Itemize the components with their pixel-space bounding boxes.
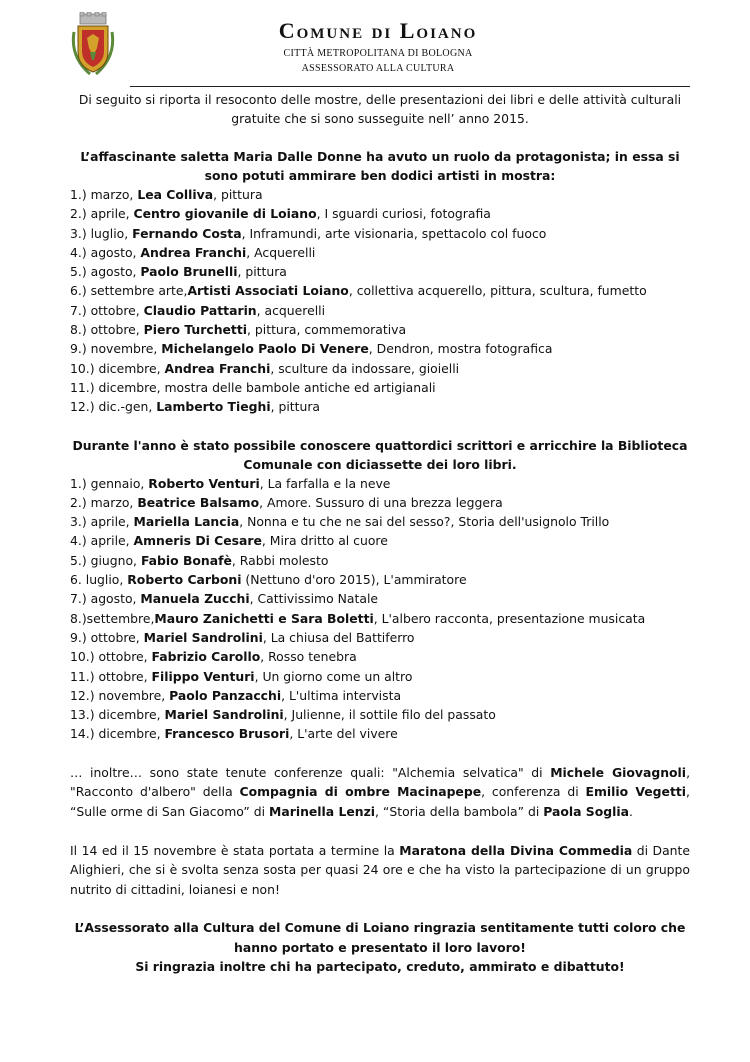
book-item bbox=[70, 474, 690, 493]
item-author: Mariel Sandrolini bbox=[164, 707, 284, 723]
item-author: Claudio Pattarin bbox=[143, 302, 257, 318]
item-description: , Dendron, mostra fotografica bbox=[368, 341, 553, 357]
item-description: , acquerelli bbox=[256, 302, 326, 318]
item-author: Mariella Lancia bbox=[133, 514, 240, 530]
exhibitions-list bbox=[70, 185, 690, 417]
intro-paragraph: Di seguito si riporta il resoconto delle mostre, delle presentazioni dei libri e delle attività culturali gratuite che si sono susseguite nell’ anno 2015. bbox=[78, 92, 682, 126]
item-description: , L'albero racconta, presentazione musicata bbox=[373, 610, 646, 626]
book-item bbox=[70, 724, 690, 743]
item-author: Filippo Venturi bbox=[151, 668, 255, 684]
item-author: Amneris Di Cesare bbox=[133, 533, 262, 549]
item-author: Fabrizio Carollo bbox=[151, 649, 261, 665]
item-description: , collettiva acquerello, pittura, scultura, fumetto bbox=[348, 283, 647, 299]
book-item bbox=[70, 686, 690, 705]
item-author: Michelangelo Paolo Di Venere bbox=[161, 341, 369, 357]
item-description: , Rosso tenebra bbox=[260, 649, 357, 665]
item-description: (Nettuno d'oro 2015), L'ammiratore bbox=[241, 572, 467, 588]
book-item bbox=[70, 551, 690, 570]
speaker-name: Compagnia di ombre Macinapepe bbox=[239, 784, 482, 800]
item-author: Fabio Bonafè bbox=[140, 552, 232, 568]
item-date: 4.) aprile, bbox=[70, 533, 134, 549]
exhibition-item bbox=[70, 224, 690, 243]
item-date: 12.) dic.-gen, bbox=[70, 399, 157, 415]
item-date: 8.) ottobre, bbox=[70, 322, 144, 338]
exhibitions-heading: L’affascinante saletta Maria Dalle Donne ha avuto un ruolo da protagonista; in essa si sono potuti ammirare ben dodici artisti in mostra: bbox=[80, 149, 680, 183]
book-item bbox=[70, 667, 690, 686]
exhibition-item bbox=[70, 281, 690, 300]
item-author: Beatrice Balsamo bbox=[137, 494, 260, 510]
book-item bbox=[70, 589, 690, 608]
item-date: 5.) agosto, bbox=[70, 264, 141, 280]
item-date: 8.)settembre, bbox=[70, 610, 155, 626]
item-author: Andrea Franchi bbox=[164, 360, 271, 376]
book-item bbox=[70, 647, 690, 666]
coat-of-arms-icon bbox=[70, 12, 116, 80]
item-description: , Un giorno come un altro bbox=[254, 668, 413, 684]
text-run: , conferenza di bbox=[481, 784, 586, 800]
item-date: 9.) ottobre, bbox=[70, 629, 144, 645]
item-date: 6. luglio, bbox=[70, 572, 128, 588]
book-item bbox=[70, 705, 690, 724]
item-author: Lea Colliva bbox=[137, 187, 214, 202]
book-item bbox=[70, 609, 690, 628]
item-date: 7.) ottobre, bbox=[70, 302, 144, 318]
speaker-name: Emilio Vegetti bbox=[585, 784, 687, 800]
item-date: 2.) marzo, bbox=[70, 494, 138, 510]
item-author: Mariel Sandrolini bbox=[143, 629, 263, 645]
item-description: , Mira dritto al cuore bbox=[261, 533, 388, 549]
item-author: Lamberto Tieghi bbox=[156, 399, 271, 415]
item-author: Manuela Zucchi bbox=[140, 591, 250, 607]
closing-thanks: L’Assessorato alla Cultura del Comune di Loiano ringrazia sentitamente tutti coloro che hanno portato e presentato il loro lavoro! bbox=[74, 920, 686, 955]
item-date: 3.) aprile, bbox=[70, 514, 134, 530]
item-description: , sculture da indossare, gioielli bbox=[270, 360, 460, 376]
book-item bbox=[70, 531, 690, 550]
document-header bbox=[0, 0, 750, 86]
item-description: , La chiusa del Battiferro bbox=[262, 629, 415, 645]
item-date: 10.) ottobre, bbox=[70, 649, 152, 665]
text-run: Il 14 ed il 15 novembre è stata portata a termine la bbox=[70, 842, 400, 858]
item-date: 4.) agosto, bbox=[70, 244, 141, 260]
item-description: , L'arte del vivere bbox=[289, 726, 398, 742]
exhibition-item bbox=[70, 301, 690, 320]
book-item bbox=[70, 570, 690, 589]
exhibition-item bbox=[70, 359, 690, 378]
books-heading: Durante l'anno è stato possibile conoscere quattordici scrittori e arricchire la Biblioteca Comunale con diciassette dei loro libri. bbox=[72, 437, 688, 472]
exhibition-item bbox=[70, 320, 690, 339]
exhibition-item bbox=[70, 378, 690, 397]
item-description: , Cattivissimo Natale bbox=[249, 591, 379, 607]
speaker-name: Marinella Lenzi bbox=[269, 803, 376, 819]
item-date: 10.) dicembre, bbox=[70, 360, 165, 376]
item-description: , Rabbi molesto bbox=[231, 552, 329, 568]
exhibition-item bbox=[70, 397, 690, 416]
exhibition-item bbox=[70, 262, 690, 281]
item-description: , Acquerelli bbox=[246, 244, 316, 260]
spacer bbox=[70, 417, 690, 436]
document-body bbox=[70, 90, 690, 977]
item-date: 12.) novembre, bbox=[70, 687, 170, 703]
book-item bbox=[70, 493, 690, 512]
subtitle-city: CITTÀ METROPOLITANA DI BOLOGNA bbox=[283, 48, 473, 59]
spacer bbox=[70, 822, 690, 841]
item-date: 14.) dicembre, bbox=[70, 726, 165, 742]
marathon-paragraph bbox=[70, 841, 690, 900]
item-author: Mauro Zanichetti e Sara Boletti bbox=[154, 610, 374, 626]
text-run: , “Sulle orme di San Giacomo” di bbox=[70, 784, 690, 819]
page-title: Comune di Loiano bbox=[278, 18, 478, 43]
exhibition-item bbox=[70, 339, 690, 358]
text-run: , "Racconto d'albero" della bbox=[70, 764, 691, 800]
speaker-name: Paola Soglia bbox=[543, 803, 629, 819]
item-date: 11.) dicembre, mostra delle bambole antiche ed artigianali bbox=[70, 379, 436, 395]
spacer bbox=[70, 744, 690, 763]
item-author: Paolo Brunelli bbox=[140, 264, 238, 280]
exhibition-item bbox=[70, 243, 690, 262]
text-run: , “Storia della bambola” di bbox=[375, 803, 544, 819]
item-description: , I sguardi curiosi, fotografia bbox=[316, 206, 491, 222]
exhibition-item bbox=[70, 185, 690, 204]
item-author: Fernando Costa bbox=[132, 225, 242, 241]
text-run: … inoltre… sono state tenute conferenze quali: "Alchemia selvatica" di bbox=[70, 764, 551, 780]
conferences-paragraph bbox=[70, 763, 690, 822]
item-date: 13.) dicembre, bbox=[70, 707, 165, 723]
item-description: , pittura bbox=[270, 399, 321, 415]
item-date: 5.) giugno, bbox=[70, 552, 141, 568]
spacer bbox=[70, 128, 690, 147]
item-author: Centro giovanile di Loiano bbox=[133, 206, 317, 222]
item-author: Roberto Venturi bbox=[148, 475, 260, 491]
item-date: 1.) gennaio, bbox=[70, 475, 149, 491]
item-author: Francesco Brusori bbox=[164, 726, 290, 742]
item-author: Artisti Associati Loiano bbox=[187, 283, 349, 299]
speaker-name: Michele Giovagnoli bbox=[550, 764, 687, 780]
exhibition-item bbox=[70, 204, 690, 223]
subtitle-department: ASSESSORATO ALLA CULTURA bbox=[301, 63, 455, 74]
item-date: 11.) ottobre, bbox=[70, 668, 152, 684]
item-date: 6.) settembre arte, bbox=[70, 283, 188, 299]
item-description: , pittura bbox=[237, 264, 287, 280]
item-date: 2.) aprile, bbox=[70, 206, 134, 222]
spacer bbox=[70, 899, 690, 918]
item-author: Piero Turchetti bbox=[143, 322, 248, 338]
book-item bbox=[70, 512, 690, 531]
item-description: , Amore. Sussuro di una brezza leggera bbox=[259, 494, 503, 510]
item-author: Paolo Panzacchi bbox=[169, 687, 282, 703]
text-run: . bbox=[628, 803, 633, 819]
item-date: 3.) luglio, bbox=[70, 225, 133, 241]
item-author: Andrea Franchi bbox=[140, 244, 247, 260]
item-description: , Nonna e tu che ne sai del sesso?, Storia dell'usignolo Trillo bbox=[239, 514, 610, 530]
item-description: , L'ultima intervista bbox=[281, 687, 402, 703]
books-list bbox=[70, 474, 690, 744]
event-name: Maratona della Divina Commedia bbox=[399, 842, 633, 858]
item-author: Roberto Carboni bbox=[127, 572, 242, 588]
item-date: 7.) agosto, bbox=[70, 591, 141, 607]
item-date: 9.) novembre, bbox=[70, 341, 162, 357]
closing-thanks-2: Si ringrazia inoltre chi ha partecipato, creduto, ammirato e dibattuto! bbox=[135, 959, 625, 975]
book-item bbox=[70, 628, 690, 647]
item-description: , pittura, commemorativa bbox=[247, 322, 407, 338]
item-description: , Inframundi, arte visionaria, spettacolo col fuoco bbox=[241, 225, 547, 241]
item-description: , pittura bbox=[213, 187, 263, 202]
text-run: di Dante Alighieri, che si è svolta senza sosta per quasi 24 ore e che ha visto la partecipazione di un gruppo nutrito di cittadini, loianesi e non! bbox=[70, 842, 691, 897]
item-date: 1.) marzo, bbox=[70, 187, 138, 202]
item-description: , La farfalla e la neve bbox=[259, 475, 391, 491]
header-divider bbox=[130, 86, 690, 87]
item-description: , Julienne, il sottile filo del passato bbox=[283, 707, 496, 723]
